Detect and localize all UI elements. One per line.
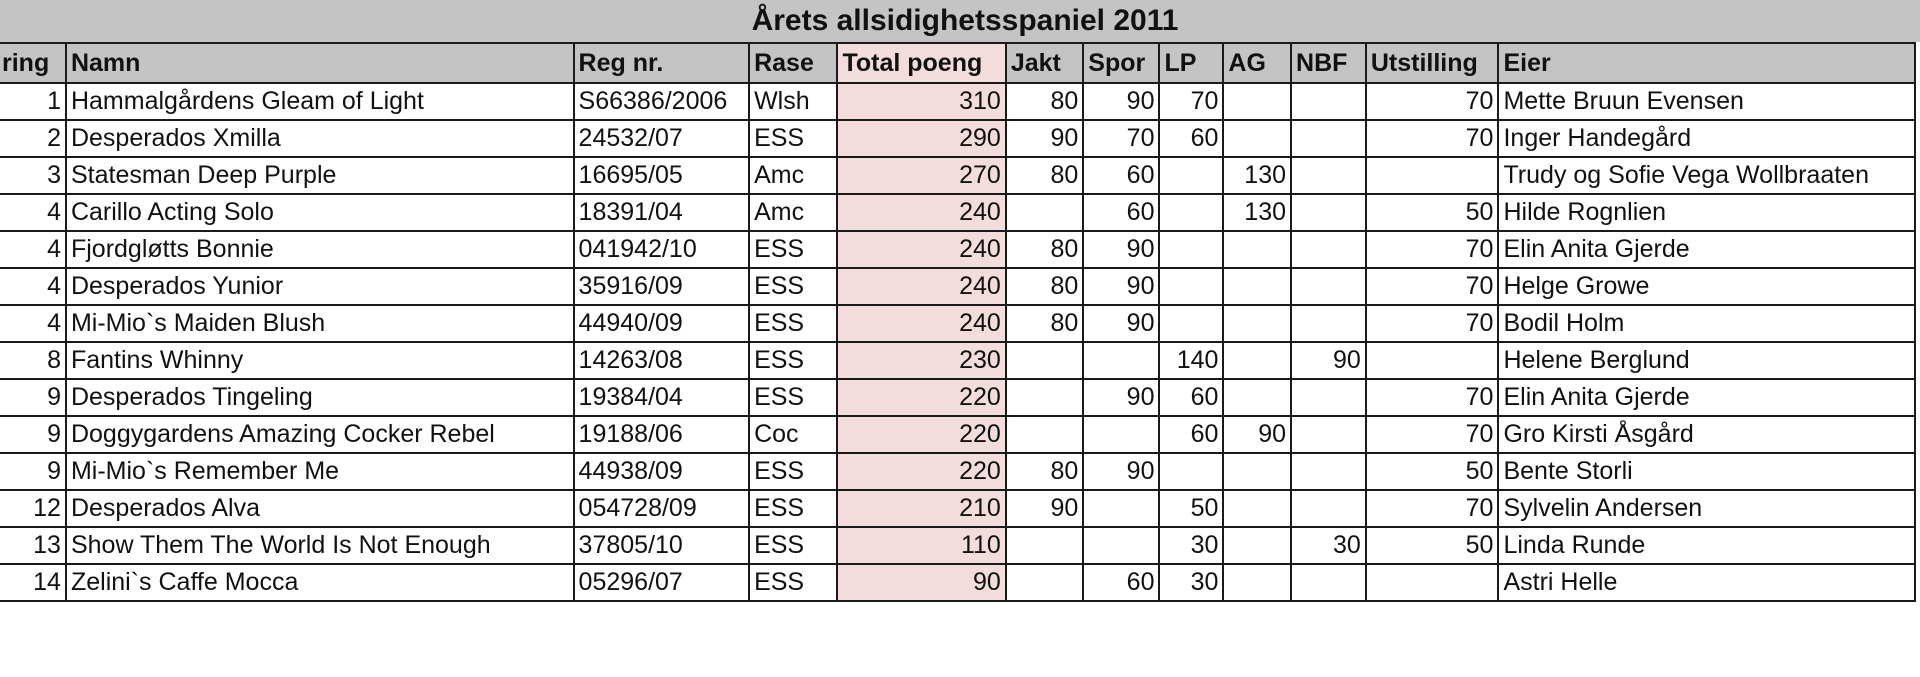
cell-spor[interactable]: 90 <box>1083 305 1159 342</box>
cell-nbf[interactable] <box>1291 194 1366 231</box>
cell-reg-nr[interactable]: 19188/06 <box>574 416 750 453</box>
cell-rase[interactable]: Coc <box>749 416 837 453</box>
col-header-namn[interactable]: Namn <box>66 43 574 83</box>
cell-ring[interactable]: 14 <box>0 564 66 601</box>
cell-utstilling[interactable]: 70 <box>1366 83 1499 120</box>
cell-ring[interactable]: 3 <box>0 157 66 194</box>
cell-lp[interactable] <box>1159 268 1223 305</box>
cell-total-poeng[interactable]: 220 <box>837 453 1005 490</box>
cell-lp[interactable]: 30 <box>1159 564 1223 601</box>
table-row <box>0 342 1915 379</box>
cell-rase[interactable]: ESS <box>749 453 837 490</box>
cell-spor[interactable]: 70 <box>1083 120 1159 157</box>
cell-eier[interactable]: Gro Kirsti Åsgård <box>1498 416 1915 453</box>
title-band <box>0 0 1920 42</box>
cell-reg-nr[interactable]: 18391/04 <box>574 194 750 231</box>
table-row <box>0 453 1915 490</box>
cell-utstilling[interactable]: 70 <box>1366 231 1499 268</box>
cell-namn[interactable]: Fantins Whinny <box>66 342 574 379</box>
cell-namn[interactable]: Desperados Yunior <box>66 268 574 305</box>
cell-utstilling[interactable]: 70 <box>1366 268 1499 305</box>
table-row <box>0 527 1915 564</box>
col-header-total-poeng[interactable]: Total poeng <box>837 43 1005 83</box>
cell-rase[interactable]: ESS <box>749 527 837 564</box>
cell-ag[interactable] <box>1223 490 1291 527</box>
cell-jakt[interactable]: 80 <box>1006 157 1083 194</box>
cell-ring[interactable]: 13 <box>0 527 66 564</box>
cell-nbf[interactable] <box>1291 268 1366 305</box>
cell-jakt[interactable] <box>1006 379 1083 416</box>
cell-ag[interactable] <box>1223 564 1291 601</box>
cell-ring[interactable]: 4 <box>0 268 66 305</box>
col-header-jakt[interactable]: Jakt <box>1006 43 1083 83</box>
cell-nbf[interactable] <box>1291 305 1366 342</box>
table-row <box>0 268 1915 305</box>
cell-spor[interactable]: 90 <box>1083 453 1159 490</box>
cell-nbf[interactable] <box>1291 83 1366 120</box>
cell-ring[interactable]: 9 <box>0 453 66 490</box>
cell-jakt[interactable] <box>1006 342 1083 379</box>
table-row <box>0 231 1915 268</box>
cell-eier[interactable]: Mette Bruun Evensen <box>1498 83 1915 120</box>
cell-reg-nr[interactable]: 05296/07 <box>574 564 750 601</box>
cell-rase[interactable]: ESS <box>749 305 837 342</box>
cell-ag[interactable] <box>1223 83 1291 120</box>
table-row <box>0 194 1915 231</box>
cell-lp[interactable]: 60 <box>1159 416 1223 453</box>
cell-ag[interactable] <box>1223 527 1291 564</box>
cell-ag[interactable] <box>1223 305 1291 342</box>
cell-lp[interactable]: 50 <box>1159 490 1223 527</box>
cell-ag[interactable] <box>1223 453 1291 490</box>
cell-jakt[interactable] <box>1006 416 1083 453</box>
col-header-rase[interactable]: Rase <box>749 43 837 83</box>
cell-total-poeng[interactable]: 220 <box>837 416 1005 453</box>
cell-reg-nr[interactable]: 35916/09 <box>574 268 750 305</box>
cell-lp[interactable] <box>1159 157 1223 194</box>
cell-total-poeng[interactable]: 240 <box>837 194 1005 231</box>
cell-spor[interactable]: 60 <box>1083 194 1159 231</box>
cell-nbf[interactable]: 90 <box>1291 342 1366 379</box>
cell-lp[interactable]: 60 <box>1159 379 1223 416</box>
cell-total-poeng[interactable]: 90 <box>837 564 1005 601</box>
cell-ring[interactable]: 2 <box>0 120 66 157</box>
cell-eier[interactable]: Hilde Rognlien <box>1498 194 1915 231</box>
col-header-eier[interactable]: Eier <box>1498 43 1915 83</box>
cell-ag[interactable] <box>1223 379 1291 416</box>
cell-jakt[interactable]: 90 <box>1006 490 1083 527</box>
cell-rase[interactable]: ESS <box>749 379 837 416</box>
cell-lp[interactable]: 60 <box>1159 120 1223 157</box>
cell-utstilling[interactable]: 70 <box>1366 379 1499 416</box>
cell-ring[interactable]: 4 <box>0 194 66 231</box>
cell-lp[interactable] <box>1159 453 1223 490</box>
table-row <box>0 83 1915 120</box>
cell-rase[interactable]: ESS <box>749 342 837 379</box>
cell-nbf[interactable] <box>1291 379 1366 416</box>
cell-nbf[interactable] <box>1291 157 1366 194</box>
cell-reg-nr[interactable]: 041942/10 <box>574 231 750 268</box>
cell-namn[interactable]: Desperados Xmilla <box>66 120 574 157</box>
cell-rase[interactable]: ESS <box>749 564 837 601</box>
cell-total-poeng[interactable]: 240 <box>837 231 1005 268</box>
cell-namn[interactable]: Zelini`s Caffe Mocca <box>66 564 574 601</box>
cell-utstilling[interactable]: 70 <box>1366 120 1499 157</box>
cell-rase[interactable]: Amc <box>749 194 837 231</box>
sheet-title: Årets allsidighetsspaniel 2011 <box>751 4 1179 37</box>
col-header-lp[interactable]: LP <box>1159 43 1223 83</box>
col-header-ring[interactable]: ring <box>0 43 66 83</box>
cell-eier[interactable]: Sylvelin Andersen <box>1498 490 1915 527</box>
results-table <box>0 42 1916 602</box>
cell-total-poeng[interactable]: 240 <box>837 305 1005 342</box>
table-row <box>0 564 1915 601</box>
cell-lp[interactable]: 70 <box>1159 83 1223 120</box>
cell-utstilling[interactable]: 50 <box>1366 194 1499 231</box>
cell-reg-nr[interactable]: S66386/2006 <box>574 83 750 120</box>
cell-reg-nr[interactable]: 44938/09 <box>574 453 750 490</box>
cell-total-poeng[interactable]: 290 <box>837 120 1005 157</box>
cell-namn[interactable]: Statesman Deep Purple <box>66 157 574 194</box>
cell-namn[interactable]: Desperados Tingeling <box>66 379 574 416</box>
cell-utstilling[interactable]: 50 <box>1366 527 1499 564</box>
cell-eier[interactable]: Astri Helle <box>1498 564 1915 601</box>
cell-eier[interactable]: Trudy og Sofie Vega Wollbraaten <box>1498 157 1915 194</box>
cell-lp[interactable]: 140 <box>1159 342 1223 379</box>
cell-utstilling[interactable]: 70 <box>1366 416 1499 453</box>
cell-reg-nr[interactable]: 24532/07 <box>574 120 750 157</box>
cell-spor[interactable] <box>1083 527 1159 564</box>
cell-reg-nr[interactable]: 054728/09 <box>574 490 750 527</box>
cell-nbf[interactable] <box>1291 453 1366 490</box>
cell-lp[interactable] <box>1159 305 1223 342</box>
cell-spor[interactable]: 60 <box>1083 157 1159 194</box>
cell-ag[interactable]: 130 <box>1223 194 1291 231</box>
cell-namn[interactable]: Mi-Mio`s Remember Me <box>66 453 574 490</box>
cell-jakt[interactable]: 90 <box>1006 120 1083 157</box>
col-header-reg-nr[interactable]: Reg nr. <box>574 43 750 83</box>
col-header-nbf[interactable]: NBF <box>1291 43 1366 83</box>
cell-jakt[interactable] <box>1006 564 1083 601</box>
cell-jakt[interactable]: 80 <box>1006 453 1083 490</box>
cell-namn[interactable]: Desperados Alva <box>66 490 574 527</box>
cell-rase[interactable]: Amc <box>749 157 837 194</box>
cell-jakt[interactable]: 80 <box>1006 268 1083 305</box>
cell-utstilling[interactable]: 50 <box>1366 453 1499 490</box>
cell-eier[interactable]: Elin Anita Gjerde <box>1498 231 1915 268</box>
cell-spor[interactable] <box>1083 490 1159 527</box>
cell-namn[interactable]: Mi-Mio`s Maiden Blush <box>66 305 574 342</box>
col-header-ag[interactable]: AG <box>1223 43 1291 83</box>
table-body <box>0 83 1915 601</box>
cell-jakt[interactable]: 80 <box>1006 231 1083 268</box>
col-header-utstilling[interactable]: Utstilling <box>1366 43 1499 83</box>
cell-eier[interactable]: Bodil Holm <box>1498 305 1915 342</box>
cell-total-poeng[interactable]: 110 <box>837 527 1005 564</box>
cell-rase[interactable]: ESS <box>749 231 837 268</box>
cell-spor[interactable]: 90 <box>1083 83 1159 120</box>
cell-jakt[interactable] <box>1006 527 1083 564</box>
cell-lp[interactable] <box>1159 231 1223 268</box>
cell-reg-nr[interactable]: 16695/05 <box>574 157 750 194</box>
cell-eier[interactable]: Bente Storli <box>1498 453 1915 490</box>
cell-spor[interactable]: 90 <box>1083 231 1159 268</box>
cell-rase[interactable]: ESS <box>749 490 837 527</box>
cell-ring[interactable]: 9 <box>0 379 66 416</box>
cell-eier[interactable]: Helge Growe <box>1498 268 1915 305</box>
cell-lp[interactable] <box>1159 194 1223 231</box>
cell-jakt[interactable] <box>1006 194 1083 231</box>
table-row <box>0 490 1915 527</box>
cell-total-poeng[interactable]: 270 <box>837 157 1005 194</box>
cell-utstilling[interactable]: 70 <box>1366 305 1499 342</box>
table-row <box>0 157 1915 194</box>
cell-namn[interactable]: Doggygardens Amazing Cocker Rebel <box>66 416 574 453</box>
cell-ag[interactable] <box>1223 231 1291 268</box>
cell-nbf[interactable] <box>1291 564 1366 601</box>
cell-ring[interactable]: 4 <box>0 305 66 342</box>
cell-ag[interactable] <box>1223 268 1291 305</box>
cell-jakt[interactable]: 80 <box>1006 83 1083 120</box>
cell-nbf[interactable] <box>1291 231 1366 268</box>
cell-ag[interactable]: 130 <box>1223 157 1291 194</box>
cell-ring[interactable]: 9 <box>0 416 66 453</box>
cell-rase[interactable]: ESS <box>749 120 837 157</box>
cell-ag[interactable]: 90 <box>1223 416 1291 453</box>
table-row <box>0 120 1915 157</box>
cell-namn[interactable]: Carillo Acting Solo <box>66 194 574 231</box>
table-row <box>0 305 1915 342</box>
cell-eier[interactable]: Helene Berglund <box>1498 342 1915 379</box>
cell-rase[interactable]: Wlsh <box>749 83 837 120</box>
cell-utstilling[interactable] <box>1366 564 1499 601</box>
cell-reg-nr[interactable]: 44940/09 <box>574 305 750 342</box>
cell-spor[interactable]: 90 <box>1083 379 1159 416</box>
cell-namn[interactable]: Fjordgløtts Bonnie <box>66 231 574 268</box>
cell-utstilling[interactable]: 70 <box>1366 490 1499 527</box>
cell-namn[interactable]: Show Them The World Is Not Enough <box>66 527 574 564</box>
cell-ring[interactable]: 8 <box>0 342 66 379</box>
cell-utstilling[interactable] <box>1366 342 1499 379</box>
cell-lp[interactable]: 30 <box>1159 527 1223 564</box>
cell-ring[interactable]: 12 <box>0 490 66 527</box>
cell-spor[interactable]: 60 <box>1083 564 1159 601</box>
cell-ring[interactable]: 4 <box>0 231 66 268</box>
cell-rase[interactable]: ESS <box>749 268 837 305</box>
cell-total-poeng[interactable]: 310 <box>837 83 1005 120</box>
cell-eier[interactable]: Elin Anita Gjerde <box>1498 379 1915 416</box>
cell-ring[interactable]: 1 <box>0 83 66 120</box>
cell-ag[interactable] <box>1223 342 1291 379</box>
cell-nbf[interactable]: 30 <box>1291 527 1366 564</box>
header-row <box>0 43 1915 83</box>
cell-total-poeng[interactable]: 210 <box>837 490 1005 527</box>
cell-reg-nr[interactable]: 19384/04 <box>574 379 750 416</box>
table-row <box>0 379 1915 416</box>
cell-reg-nr[interactable]: 37805/10 <box>574 527 750 564</box>
cell-total-poeng[interactable]: 220 <box>837 379 1005 416</box>
cell-nbf[interactable] <box>1291 120 1366 157</box>
cell-namn[interactable]: Hammalgårdens Gleam of Light <box>66 83 574 120</box>
cell-eier[interactable]: Inger Handegård <box>1498 120 1915 157</box>
table-row <box>0 416 1915 453</box>
cell-total-poeng[interactable]: 230 <box>837 342 1005 379</box>
cell-nbf[interactable] <box>1291 416 1366 453</box>
cell-spor[interactable] <box>1083 416 1159 453</box>
col-header-spor[interactable]: Spor <box>1083 43 1159 83</box>
cell-jakt[interactable]: 80 <box>1006 305 1083 342</box>
cell-nbf[interactable] <box>1291 490 1366 527</box>
cell-spor[interactable] <box>1083 342 1159 379</box>
cell-total-poeng[interactable]: 240 <box>837 268 1005 305</box>
cell-ag[interactable] <box>1223 120 1291 157</box>
cell-spor[interactable]: 90 <box>1083 268 1159 305</box>
cell-eier[interactable]: Linda Runde <box>1498 527 1915 564</box>
cell-utstilling[interactable] <box>1366 157 1499 194</box>
cell-reg-nr[interactable]: 14263/08 <box>574 342 750 379</box>
